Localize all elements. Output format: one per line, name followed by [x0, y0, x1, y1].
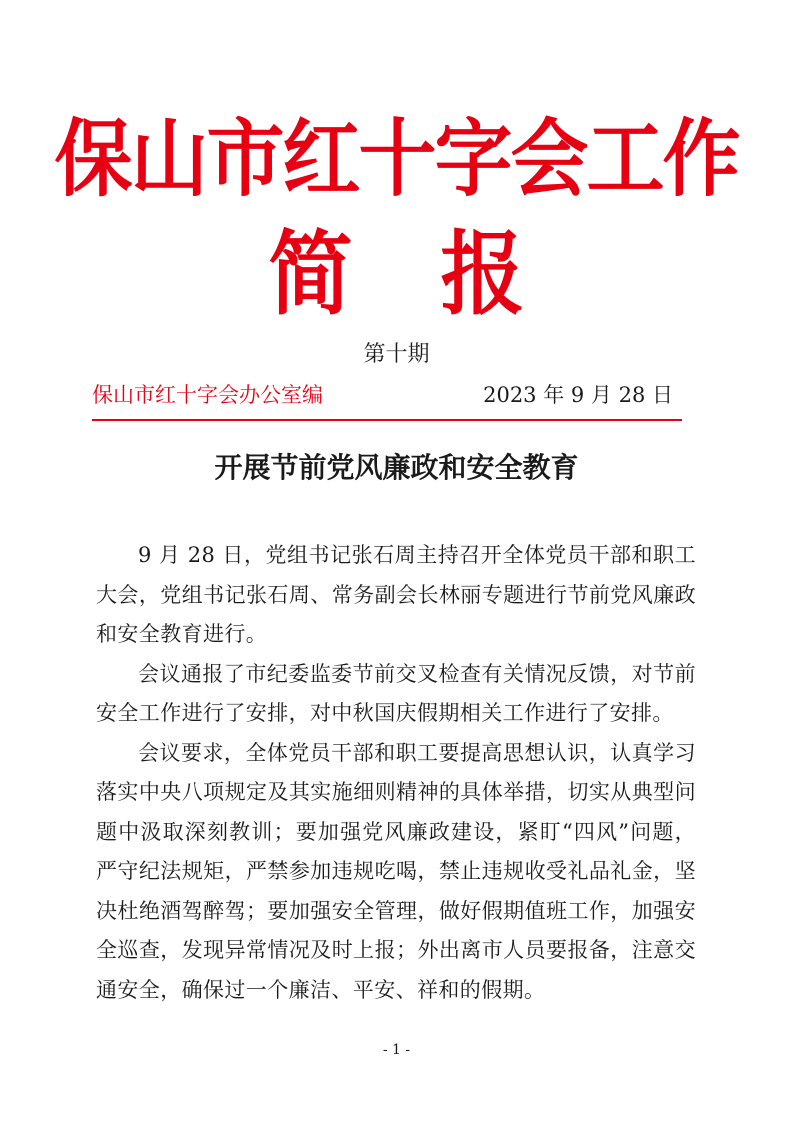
article-paragraph: 9 月 28 日，党组书记张石周主持召开全体党员干部和职工大会，党组书记张石周、常务副会长林丽专题进行节前党风廉政和安全教育进行。	[96, 543, 696, 646]
red-divider	[92, 419, 682, 421]
article-paragraph: 会议通报了市纪委监委节前交叉检查有关情况反馈，对节前安全工作进行了安排，对中秋国庆假期相关工作进行了安排。	[96, 661, 696, 725]
article-title: 开展节前党风廉政和安全教育	[214, 451, 579, 484]
editor-label: 保山市红十字会办公室编	[92, 383, 323, 407]
article-paragraph: 会议要求，全体党员干部和职工要提高思想认识，认真学习落实中央八项规定及其实施细则精神的具体举措，切实从典型问题中汲取深刻教训；要加强党风廉政建设，紧盯“四风”问题，严守纪法规矩，严禁参加违规吃喝，禁止违规收受礼品礼金，坚决杜绝酒驾醉驾；要加强安全管理，做好假期值班工作，加强安全巡查，发现异常情况及时上报；外出离市人员要报备，注意交通安全，确保过一个廉洁、平安、祥和的假期。	[96, 740, 696, 1002]
masthead-subtitle: 简报	[268, 221, 613, 327]
masthead-title: 保山市红十字会工作	[54, 111, 739, 209]
issue-number: 第十期	[363, 342, 430, 367]
article-body	[96, 536, 696, 1010]
issue-date: 2023 年 9 月 28 日	[483, 383, 673, 407]
page-number: - 1 -	[382, 1042, 411, 1058]
